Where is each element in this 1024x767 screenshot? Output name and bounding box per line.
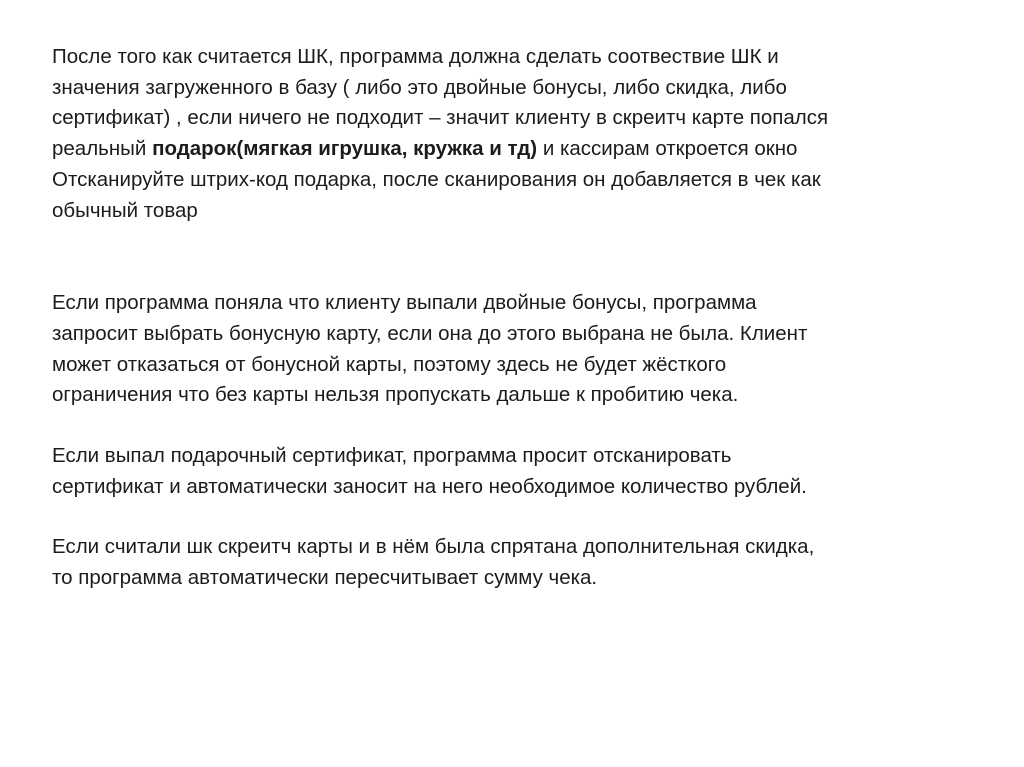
text-line: Если выпал подарочный сертификат, программа просит отсканировать xyxy=(52,444,732,468)
text-segment: реальный xyxy=(52,137,153,161)
text-line: то программа автоматически пересчитывает сумму чека. xyxy=(52,566,598,590)
text-line: обычный товар xyxy=(52,198,198,222)
text-line: После того как считается ШК, программа должна сделать соотвествие ШК и xyxy=(52,45,779,68)
text-line: сертификат и автоматически заносит на него необходимое количество рублей. xyxy=(52,474,807,498)
paragraph-barcode-matching xyxy=(52,42,952,226)
paragraph-spacer xyxy=(52,226,952,288)
text-line: Если считали шк скреитч карты и в нём была спрятана дополнительная скидка, xyxy=(52,535,815,559)
text-line: Отсканируйте штрих-код подарка, после сканирования он добавляется в чек как xyxy=(52,167,821,191)
paragraph-spacer xyxy=(52,502,952,532)
paragraph-extra-discount xyxy=(52,532,952,593)
text-line: Если программа поняла что клиенту выпали двойные бонусы, программа xyxy=(52,291,757,315)
slide-body-text xyxy=(52,42,952,594)
paragraph-gift-certificate xyxy=(52,441,952,502)
paragraph-spacer xyxy=(52,411,952,441)
text-line: сертификат) , если ничего не подходит – значит клиенту в скреитч карте попался xyxy=(52,106,829,130)
bold-gift-phrase: подарок(мягкая игрушка, кружка и тд) xyxy=(152,137,538,161)
text-line: может отказаться от бонусной карты, поэтому здесь не будет жёсткого xyxy=(52,352,727,376)
paragraph-double-bonus xyxy=(52,288,952,411)
text-line: ограничения что без карты нельзя пропускать дальше к пробитию чека. xyxy=(52,383,739,407)
text-segment: и кассирам откроется окно xyxy=(537,137,798,161)
text-line: значения загруженного в базу ( либо это двойные бонусы, либо скидка, либо xyxy=(52,75,787,99)
text-line-with-bold xyxy=(52,134,952,165)
text-line: запросит выбрать бонусную карту, если она до этого выбрана не была. Клиент xyxy=(52,321,808,345)
